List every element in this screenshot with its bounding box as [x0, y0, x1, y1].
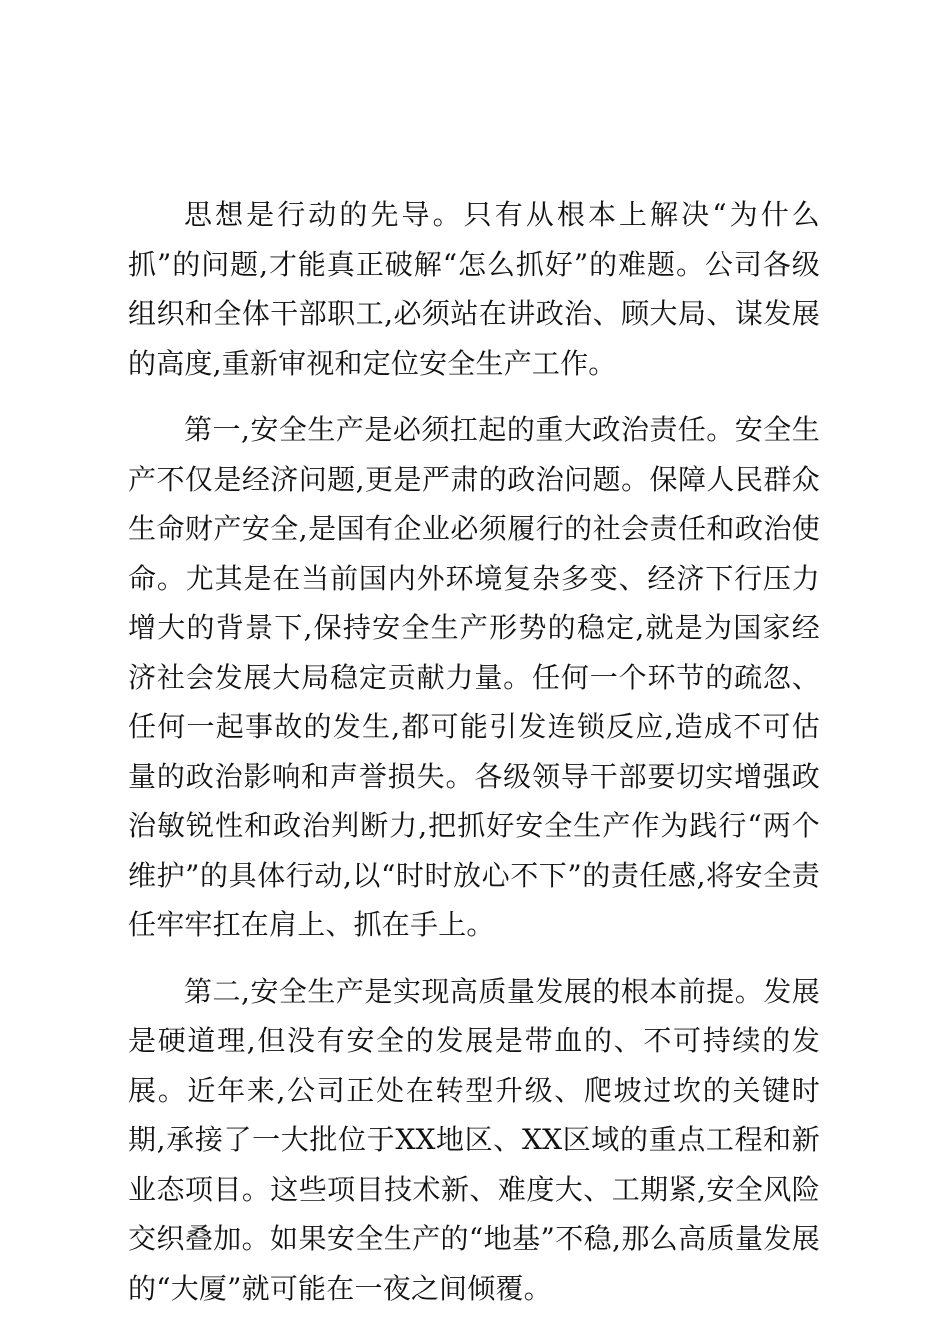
paragraph-second-point: 第二,安全生产是实现高质量发展的根本前提。发展是硬道理,但没有安全的发展是带血的、不可持续的发展。近年来,公司正处在转型升级、爬坡过坎的关键时期,承接了一大批位于XX地区、XX区域的重点工程和新业态项目。这些项目技术新、难度大、工期紧,安全风险交织叠加。如果安全生产的“地基”不稳,那么高质量发展的“大厦”就可能在一夜之间倾覆。	[128, 974, 820, 1305]
paragraph-first-point: 第一,安全生产是必须扛起的重大政治责任。安全生产不仅是经济问题,更是严肃的政治问题。保障人民群众生命财产安全,是国有企业必须履行的社会责任和政治使命。尤其是在当前国内外环境复杂多变、经济下行压力增大的背景下,保持安全生产形势的稳定,就是为国家经济社会发展大局稳定贡献力量。任何一个环节的疏忽、任何一起事故的发生,都可能引发连锁反应,造成不可估量的政治影响和声誉损失。各级领导干部要切实增强政治敏锐性和政治判断力,把抓好安全生产作为践行“两个维护”的具体行动,以“时时放心不下”的责任感,将安全责任牢牢扛在肩上、抓在手上。	[128, 413, 820, 941]
paragraph-intro: 思想是行动的先导。只有从根本上解决“为什么抓”的问题,才能真正破解“怎么抓好”的难题。公司各级组织和全体干部职工,必须站在讲政治、顾大局、谋发展的高度,重新审视和定位安全生产工作。	[128, 198, 820, 380]
document-body	[128, 190, 820, 1330]
